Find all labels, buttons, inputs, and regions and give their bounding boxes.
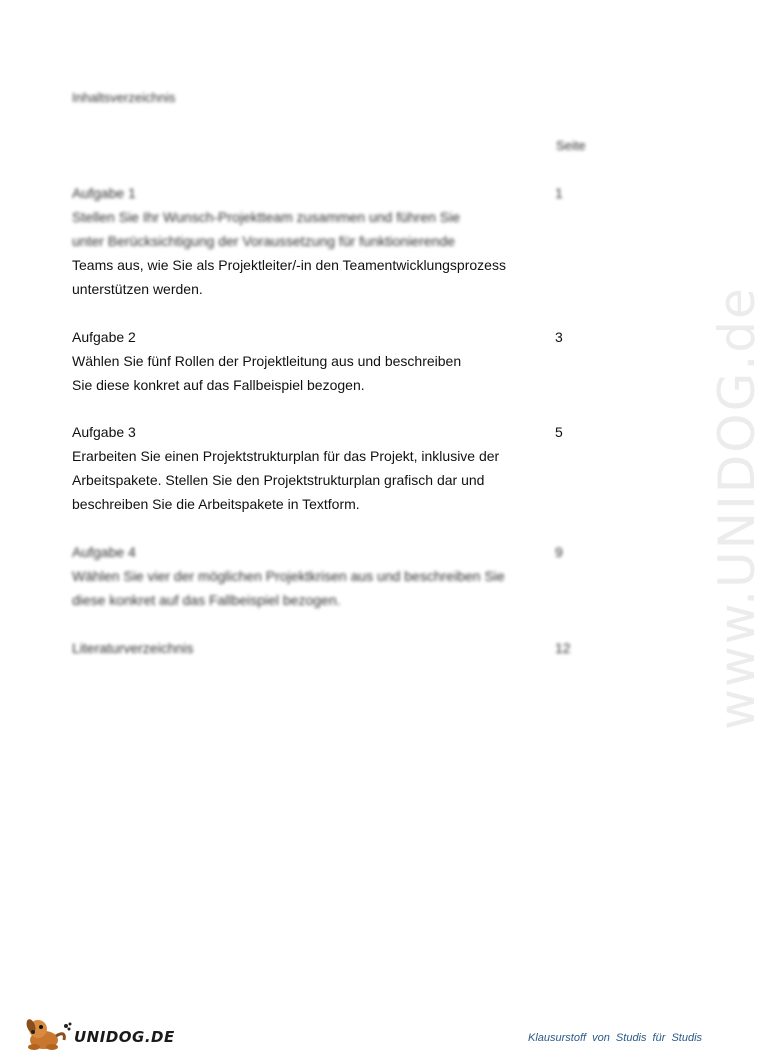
- toc-entry-2: [72, 325, 572, 397]
- watermark: www.UNIDOG.de: [708, 286, 766, 730]
- toc-entry-line: Wählen Sie vier der möglichen Projektkrisen aus und beschreiben Sie: [72, 568, 505, 584]
- toc-entry-page: 5: [555, 424, 563, 440]
- toc-entry-page: 12: [555, 640, 571, 656]
- toc-heading: Inhaltsverzeichnis: [72, 90, 176, 105]
- dog-mascot-icon: [22, 1016, 74, 1052]
- footer-tagline: Klausurstoff von Studis für Studis: [528, 1032, 703, 1044]
- toc-entry-5: [72, 636, 572, 660]
- toc-entry-title: Aufgabe 4: [72, 544, 136, 560]
- toc-entry-line: Stellen Sie Ihr Wunsch-Projektteam zusammen und führen Sie: [72, 209, 461, 225]
- toc-entry-page: 3: [555, 329, 563, 345]
- toc-entry-line: unterstützen werden.: [72, 281, 203, 297]
- logo-text: UNIDOG.DE: [74, 1028, 175, 1046]
- toc-entry-line: Teams aus, wie Sie als Projektleiter/-in den Teamentwicklungsprozess: [72, 257, 506, 273]
- toc-entry-line: Erarbeiten Sie einen Projektstrukturplan für das Projekt, inklusive der: [72, 448, 500, 464]
- page-column-label: Seite: [556, 138, 586, 153]
- toc-entry-line: Wählen Sie fünf Rollen der Projektleitung aus und beschreiben: [72, 353, 462, 369]
- toc-entry-page: 9: [555, 544, 563, 560]
- toc-entry-4: [72, 540, 572, 612]
- toc-entry-title: Aufgabe 3: [72, 424, 136, 440]
- toc-entry-title: Aufgabe 2: [72, 329, 136, 345]
- toc-entry-line: diese konkret auf das Fallbeispiel bezogen.: [72, 592, 341, 608]
- toc-entry-line: Sie diese konkret auf das Fallbeispiel bezogen.: [72, 377, 365, 393]
- toc-entry-line: beschreiben Sie die Arbeitspakete in Textform.: [72, 496, 360, 512]
- toc-entry-line: Arbeitspakete. Stellen Sie den Projektstrukturplan grafisch dar und: [72, 472, 485, 488]
- toc-entry-line: unter Berücksichtigung der Voraussetzung für funktionierende: [72, 233, 455, 249]
- unidog-logo: [22, 1016, 175, 1052]
- toc-entry-title: Aufgabe 1: [72, 185, 136, 201]
- toc-entry-1: [72, 181, 572, 301]
- toc-entry-3: [72, 420, 572, 516]
- toc-entry-page: 1: [555, 185, 563, 201]
- toc-entry-title: Literaturverzeichnis: [72, 640, 194, 656]
